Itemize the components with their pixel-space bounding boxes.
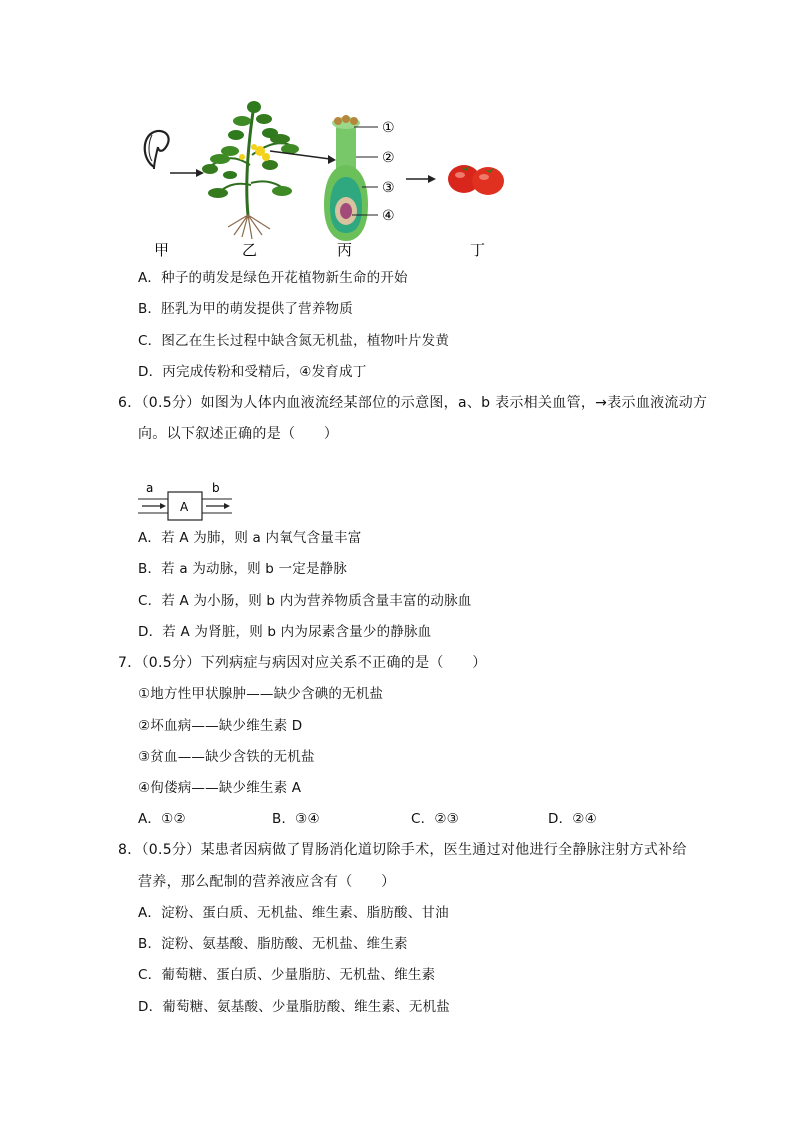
q6-option-c[interactable]: C．若 A 为小肠，则 b 内为营养物质含量丰富的动脉血 (138, 593, 472, 609)
plant-drawing (202, 101, 299, 239)
q5-option-c[interactable]: C．图乙在生长过程中缺含氮无机盐，植物叶片发黄 (138, 333, 450, 349)
q5-option-b[interactable]: B．胚乳为甲的萌发提供了营养物质 (138, 301, 353, 317)
vessel-b-label: b (212, 481, 220, 495)
seed-drawing (145, 131, 169, 169)
marker-2: ② (382, 150, 395, 166)
q7-stem: 7．（0.5分）下列病症与病因对应关系不正确的是（ ） (118, 655, 487, 671)
q6-stem-line2: 向。以下叙述正确的是（ ） (138, 426, 339, 442)
marker-3: ③ (382, 180, 395, 196)
q7-item-2: ②坏血病——缺少维生素 D (138, 718, 303, 734)
q7-choice-a[interactable]: A．①② (138, 811, 186, 827)
q6-diagram (136, 478, 236, 522)
marker-1: ① (382, 120, 395, 136)
q8-option-a[interactable]: A．淀粉、蛋白质、无机盐、维生素、脂肪酸、甘油 (138, 905, 449, 921)
organ-box-label: A (180, 500, 189, 514)
pistil-drawing (324, 115, 368, 241)
vessel-a-label: a (146, 481, 154, 495)
q7-item-3: ③贫血——缺少含铁的无机盐 (138, 749, 315, 765)
q6-option-d[interactable]: D．若 A 为肾脏，则 b 内为尿素含量少的静脉血 (138, 624, 432, 640)
tomato-drawing (448, 165, 504, 195)
q6-option-a[interactable]: A．若 A 为肺，则 a 内氧气含量丰富 (138, 530, 362, 546)
label-bing: 丙 (337, 241, 353, 259)
q7-choice-c[interactable]: C．②③ (411, 811, 459, 827)
label-jia: 甲 (154, 241, 170, 259)
q5-figure (130, 95, 530, 260)
q6-stem-line1: 6．（0.5分）如图为人体内血液流经某部位的示意图，a、b 表示相关血管，→表示血液流动方 (118, 395, 708, 411)
q7-choice-d[interactable]: D．②④ (548, 811, 597, 827)
q7-item-1: ①地方性甲状腺肿——缺少含碘的无机盐 (138, 686, 384, 702)
q8-stem-line1: 8．（0.5分）某患者因病做了胃肠消化道切除手术，医生通过对他进行全静脉注射方式补给 (118, 842, 687, 858)
q8-option-d[interactable]: D．葡萄糖、氨基酸、少量脂肪酸、维生素、无机盐 (138, 999, 450, 1015)
q7-item-4: ④佝偻病——缺少维生素 A (138, 780, 302, 796)
q7-choice-b[interactable]: B．③④ (272, 811, 320, 827)
q8-option-b[interactable]: B．淀粉、氨基酸、脂肪酸、无机盐、维生素 (138, 936, 408, 952)
q5-option-a[interactable]: A．种子的萌发是绿色开花植物新生命的开始 (138, 270, 408, 286)
q8-stem-line2: 营养，那么配制的营养液应含有（ ） (138, 874, 396, 890)
q6-option-b[interactable]: B．若 a 为动脉，则 b 一定是静脉 (138, 561, 348, 577)
q5-option-d[interactable]: D．丙完成传粉和受精后，④发育成丁 (138, 364, 367, 380)
q8-option-c[interactable]: C．葡萄糖、蛋白质、少量脂肪、无机盐、维生素 (138, 967, 436, 983)
marker-4: ④ (382, 208, 395, 224)
label-ding: 丁 (470, 241, 486, 259)
label-yi: 乙 (242, 241, 258, 259)
